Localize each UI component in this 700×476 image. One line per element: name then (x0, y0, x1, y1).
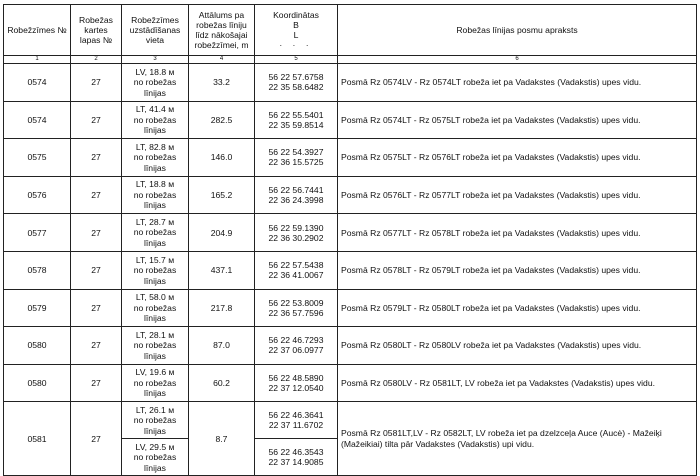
coordinates (255, 364, 338, 402)
map-sheet: 27 (71, 327, 122, 365)
description: Posmā Rz 0581LT,LV - Rz 0582LT, LV robeža iet pa dzelzceļa Auce (Aucė) - Mažeiķi (Mažeikiai) tilta pār Vadakstes (Vadakstis) upi vidu. (338, 402, 697, 476)
loc-line: LT, 18.8 м (135, 179, 175, 190)
installation-place (122, 176, 189, 214)
marker-number: 0574 (4, 64, 71, 102)
loc-line: no robežas (133, 452, 177, 463)
installation-place (122, 251, 189, 289)
header-installation-place: Robežzīmes uzstādīšanas vieta (122, 5, 189, 56)
header-coordinates-b: B (293, 20, 299, 30)
loc-line: LV, 19.6 м (135, 367, 175, 378)
coordinates (255, 327, 338, 365)
coord-b: 56 22 56.7441 (268, 185, 324, 196)
column-number: 2 (71, 56, 122, 64)
coordinates (255, 139, 338, 177)
column-number: 3 (122, 56, 189, 64)
coordinates (255, 101, 338, 139)
installation-place (122, 327, 189, 365)
coordinates (255, 251, 338, 289)
coord-l: 22 37 11.6702 (268, 420, 324, 431)
column-number: 6 (338, 56, 697, 64)
loc-line: no robežas (133, 189, 177, 200)
table-row (4, 176, 697, 214)
loc-line: LT, 41.4 м (135, 104, 175, 115)
loc-line: no robežas (133, 302, 177, 313)
coord-l: 22 36 15.5725 (268, 157, 324, 168)
coord-l: 22 35 58.6482 (268, 82, 324, 93)
loc-line: līnijas (144, 275, 166, 286)
column-number: 4 (189, 56, 255, 64)
description: Posmā Rz 0580LT - Rz 0580LV robeža iet pa Vadakstes (Vadakstis) upes vidu. (338, 327, 697, 365)
table-row (4, 214, 697, 252)
header-distance: Attālums pa robežas līniju līdz nākošajai robežzīmei, m (189, 5, 255, 56)
loc-line: LV, 29.5 м (135, 441, 175, 452)
header-coordinates-title: Koordinātas (273, 10, 319, 20)
column-number-row (4, 56, 697, 64)
loc-line: līnijas (144, 87, 166, 98)
coord-b: 56 22 46.7293 (268, 335, 324, 346)
map-sheet: 27 (71, 251, 122, 289)
coord-l: 22 35 59.8514 (268, 119, 324, 130)
table-row (4, 139, 697, 177)
table-row (4, 64, 697, 102)
header-map-sheet: Robežas kartes lapas № (71, 5, 122, 56)
description: Posmā Rz 0577LT - Rz 0578LT robeža iet pa Vadakstes (Vadakstis) upes vidu. (338, 214, 697, 252)
table-row (4, 402, 697, 439)
loc-line: LT, 82.8 м (135, 141, 175, 152)
marker-number: 0580 (4, 327, 71, 365)
distance: 165.2 (189, 176, 255, 214)
loc-line: LT, 28.7 м (135, 216, 175, 227)
column-number: 5 (255, 56, 338, 64)
marker-number: 0575 (4, 139, 71, 177)
table-row (4, 251, 697, 289)
loc-line: no robežas (133, 77, 177, 88)
loc-line: LT, 28.1 м (135, 329, 175, 340)
loc-line: līnijas (144, 350, 166, 361)
map-sheet: 27 (71, 402, 122, 476)
distance: 87.0 (189, 327, 255, 365)
marker-number: 0580 (4, 364, 71, 402)
table-row (4, 289, 697, 327)
description: Posmā Rz 0575LT - Rz 0576LT robeža iet pa Vadakstes (Vadakstis) upes vidu. (338, 139, 697, 177)
map-sheet: 27 (71, 214, 122, 252)
coord-l: 22 36 41.0067 (268, 270, 324, 281)
loc-line: LT, 15.7 м (135, 254, 175, 265)
installation-place (122, 214, 189, 252)
coordinates (255, 176, 338, 214)
coord-l: 22 36 30.2902 (268, 232, 324, 243)
header-marker-number: Robežzīmes № (4, 5, 71, 56)
coord-b: 56 22 57.5438 (268, 260, 324, 271)
coordinates (255, 402, 338, 439)
installation-place (122, 289, 189, 327)
coord-b: 56 22 57.6758 (268, 72, 324, 83)
loc-line: no robežas (133, 377, 177, 388)
loc-line: no robežas (133, 340, 177, 351)
header-row (4, 5, 697, 56)
marker-number: 0574 (4, 101, 71, 139)
loc-line: no robežas (133, 114, 177, 125)
table-row (4, 327, 697, 365)
distance: 8.7 (189, 402, 255, 476)
coord-l: 22 37 14.9085 (268, 457, 324, 468)
coord-b: 56 22 48.5890 (268, 373, 324, 384)
distance: 204.9 (189, 214, 255, 252)
coordinates (255, 214, 338, 252)
installation-place (122, 402, 189, 439)
distance: 60.2 (189, 364, 255, 402)
loc-line: līnijas (144, 237, 166, 248)
loc-line: līnijas (144, 313, 166, 324)
installation-place (122, 64, 189, 102)
loc-line: līnijas (144, 125, 166, 136)
loc-line: LT, 26.1 м (135, 404, 175, 415)
loc-line: līnijas (144, 388, 166, 399)
coordinates (255, 289, 338, 327)
border-markers-table (3, 4, 697, 476)
header-coordinates-l: L (293, 30, 299, 40)
description: Posmā Rz 0579LT - Rz 0580LT robeža iet pa Vadakstes (Vadakstis) upes vidu. (338, 289, 697, 327)
coord-b: 56 22 54.3927 (268, 147, 324, 158)
loc-line: no robežas (133, 227, 177, 238)
header-coordinates-dots: · · · (279, 40, 313, 50)
description: Posmā Rz 0574LT - Rz 0575LT robeža iet pa Vadakstes (Vadakstis) upes vidu. (338, 101, 697, 139)
coord-b: 56 22 46.3641 (268, 410, 324, 421)
installation-place (122, 101, 189, 139)
column-number: 1 (4, 56, 71, 64)
distance: 33.2 (189, 64, 255, 102)
loc-line: no robežas (133, 415, 177, 426)
loc-line: no robežas (133, 265, 177, 276)
map-sheet: 27 (71, 289, 122, 327)
map-sheet: 27 (71, 176, 122, 214)
map-sheet: 27 (71, 364, 122, 402)
header-coordinates (255, 5, 338, 56)
description: Posmā Rz 0574LV - Rz 0574LT robeža iet pa Vadakstes (Vadakstis) upes vidu. (338, 64, 697, 102)
marker-number: 0579 (4, 289, 71, 327)
loc-line: LV, 18.8 м (135, 66, 175, 77)
coord-b: 56 22 53.8009 (268, 297, 324, 308)
map-sheet: 27 (71, 101, 122, 139)
marker-number: 0577 (4, 214, 71, 252)
description: Posmā Rz 0580LV - Rz 0581LT, LV robeža iet pa Vadakstes (Vadakstis) upes vidu. (338, 364, 697, 402)
marker-number: 0576 (4, 176, 71, 214)
header-description: Robežas līnijas posmu apraksts (338, 5, 697, 56)
loc-line: no robežas (133, 152, 177, 163)
distance: 217.8 (189, 289, 255, 327)
table-row (4, 101, 697, 139)
marker-number: 0578 (4, 251, 71, 289)
distance: 437.1 (189, 251, 255, 289)
loc-line: līnijas (144, 425, 166, 436)
coord-l: 22 37 06.0977 (268, 345, 324, 356)
coordinates (255, 439, 338, 476)
installation-place (122, 439, 189, 476)
installation-place (122, 139, 189, 177)
description: Posmā Rz 0578LT - Rz 0579LT robeža iet pa Vadakstes (Vadakstis) upes vidu. (338, 251, 697, 289)
distance: 146.0 (189, 139, 255, 177)
coord-b: 56 22 59.1390 (268, 222, 324, 233)
installation-place (122, 364, 189, 402)
coord-b: 56 22 55.5401 (268, 109, 324, 120)
table-row (4, 364, 697, 402)
coordinates (255, 64, 338, 102)
coord-b: 56 22 46.3543 (268, 447, 324, 458)
loc-line: līnijas (144, 162, 166, 173)
map-sheet: 27 (71, 139, 122, 177)
marker-number: 0581 (4, 402, 71, 476)
distance: 282.5 (189, 101, 255, 139)
coord-l: 22 37 12.0540 (268, 383, 324, 394)
map-sheet: 27 (71, 64, 122, 102)
loc-line: līnijas (144, 200, 166, 211)
description: Posmā Rz 0576LT - Rz 0577LT robeža iet pa Vadakstes (Vadakstis) upes vidu. (338, 176, 697, 214)
loc-line: LT, 58.0 м (135, 292, 175, 303)
coord-l: 22 36 24.3998 (268, 195, 324, 206)
coord-l: 22 36 57.7596 (268, 307, 324, 318)
loc-line: līnijas (144, 462, 166, 473)
